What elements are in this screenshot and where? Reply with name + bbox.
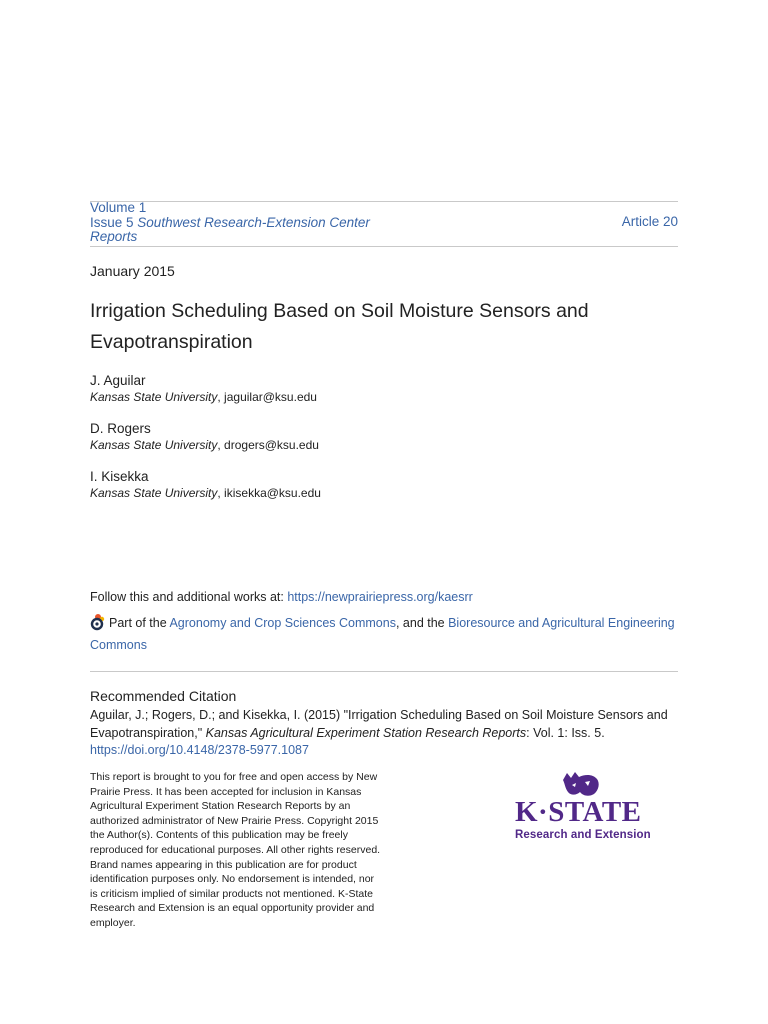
notice-line: the Author(s). Contents of this publication may be freely [90, 829, 348, 842]
author-block [90, 373, 317, 405]
author-block [90, 469, 321, 501]
article-title-line1: Irrigation Scheduling Based on Soil Moisture Sensors and [90, 300, 589, 322]
part-of-middle: , and the [395, 616, 449, 630]
notice-line: This report is brought to you for free and open access by New [90, 771, 378, 783]
part-of-prefix: Part of the [109, 616, 170, 630]
header-bottom-rule [90, 246, 678, 247]
author-institution: Kansas State University [90, 390, 218, 404]
open-access-notice [90, 770, 410, 931]
citation-line1: Aguilar, J.; Rogers, D.; and Kisekka, I. (2015) "Irrigation Scheduling Based on Soil Moisture Sensors and [90, 708, 668, 722]
notice-line: employer. [90, 916, 136, 929]
notice-line: reproduced for educational purposes. All other rights reserved. [90, 843, 381, 856]
notice-line: Agricultural Experiment Station Research Reports by an [90, 800, 351, 813]
notice-line: authorized administrator of New Prairie Press. Copyright 2015 [90, 814, 379, 827]
bioresource-commons-link-cont[interactable]: Commons [90, 637, 147, 652]
notice-line: Brand names appearing in this publication are for product [90, 858, 357, 871]
series-name-line2[interactable]: Reports [90, 229, 138, 244]
notice-line: is criticism implied of similar products not mentioned. K-State [90, 887, 374, 900]
author-email: , ikisekka@ksu.edu [217, 486, 321, 500]
author-institution: Kansas State University [90, 486, 218, 500]
author-affiliation [90, 438, 319, 453]
issue-link[interactable]: Issue 5 Southwest Research-Extension Center [90, 214, 370, 230]
agronomy-commons-link[interactable]: Agronomy and Crop Sciences Commons [169, 616, 396, 630]
doi-link[interactable]: https://doi.org/10.4148/2378-5977.1087 [90, 743, 309, 757]
author-name: I. Kisekka [90, 469, 149, 484]
notice-line: identification purposes only. No endorsement is intended, nor [90, 873, 375, 886]
citation-line2: Evapotranspiration," Kansas Agricultural Experiment Station Research Reports: Vol. 1: Iss. 5. [90, 725, 605, 740]
author-name: J. Aguilar [90, 373, 146, 388]
author-name: D. Rogers [90, 421, 151, 436]
kstate-logo [513, 770, 653, 844]
follow-label: Follow this and additional works at: [90, 590, 288, 604]
citation-text [90, 707, 678, 760]
collection-link[interactable]: https://newprairiepress.org/kaesrr [287, 590, 473, 604]
notice-line: Prairie Press. It has been accepted for inclusion in Kansas [90, 785, 362, 798]
author-affiliation [90, 390, 317, 405]
network-commons-icon [90, 613, 106, 631]
series-name-line1: Southwest Research-Extension Center [137, 214, 370, 230]
bioresource-commons-link[interactable]: Bioresource and Agricultural Engineering [448, 616, 675, 630]
notice-line: Research and Extension is an equal opportunity provider and [90, 902, 375, 915]
author-institution: Kansas State University [90, 438, 218, 452]
article-number-link[interactable]: Article 20 [621, 214, 678, 229]
article-title-line2: Evapotranspiration [90, 331, 253, 353]
citation-rule [90, 671, 678, 672]
author-email: , jaguilar@ksu.edu [217, 390, 317, 404]
author-block [90, 421, 319, 453]
follow-line [90, 590, 473, 604]
volume-link[interactable]: Volume 1 [90, 200, 147, 215]
author-affiliation [90, 486, 321, 501]
kstate-subtitle: Research and Extension [515, 829, 651, 841]
publication-date: January 2015 [90, 263, 175, 279]
part-of-commons [90, 613, 682, 656]
kstate-wordmark: K·STATE [515, 796, 642, 828]
citation-journal: Kansas Agricultural Experiment Station Research Reports [205, 725, 527, 740]
citation-heading: Recommended Citation [90, 688, 237, 704]
author-email: , drogers@ksu.edu [217, 438, 319, 452]
journal-header [90, 201, 370, 245]
article-title [90, 296, 650, 358]
